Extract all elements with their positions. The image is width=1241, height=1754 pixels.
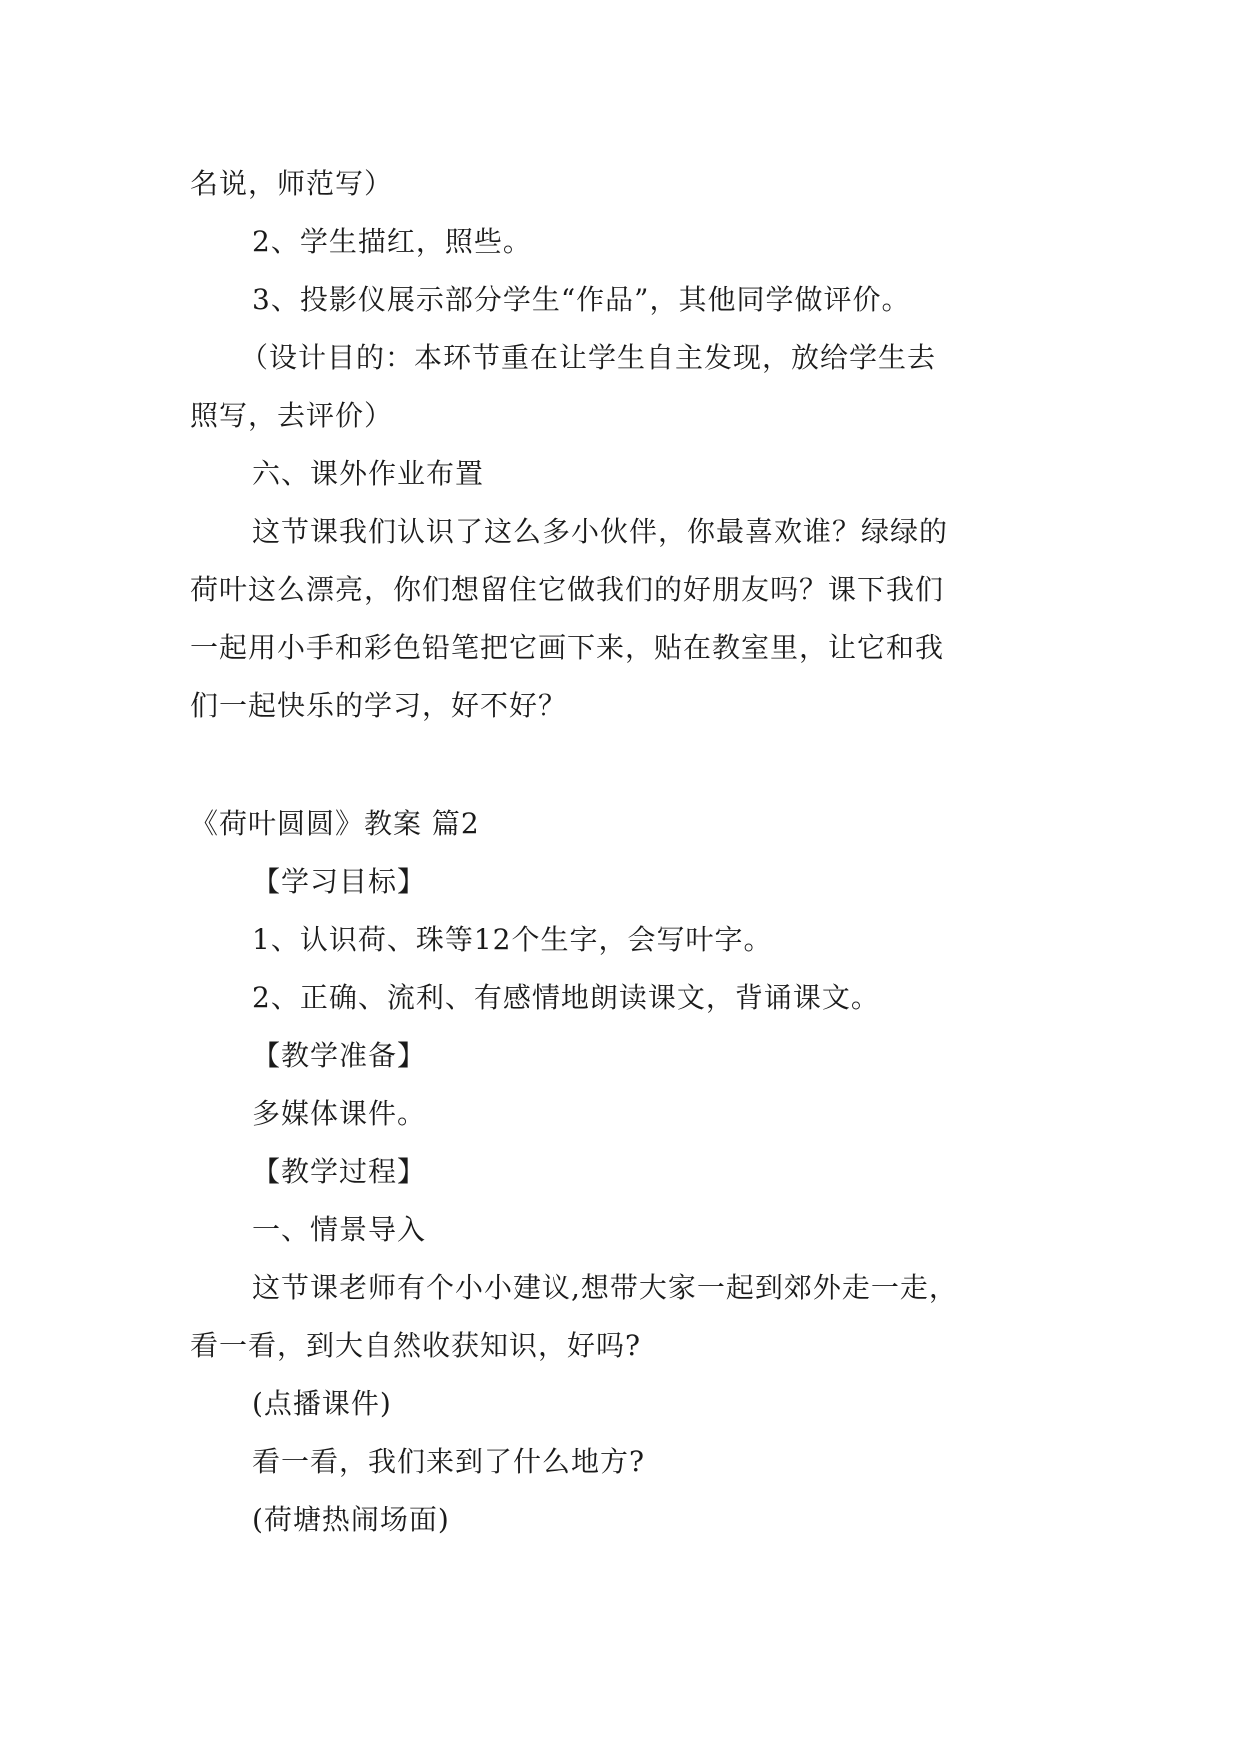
text-line-22: 看一看，我们来到了什么地方? (252, 1445, 646, 1478)
lesson-title: 《荷叶圆圆》教案 篇2 (190, 807, 480, 840)
text-line-20: 看一看，到大自然收获知识，好吗? (190, 1329, 642, 1362)
text-line-3: 3、投影仪展示部分学生“作品”，其他同学做评价。 (252, 283, 911, 316)
text-line-9: 一起用小手和彩色铅笔把它画下来，贴在教室里，让它和我 (190, 631, 945, 664)
text-line-8: 荷叶这么漂亮，你们想留住它做我们的好朋友吗？课下我们 (190, 573, 945, 606)
text-line-4: （设计目的：本环节重在让学生自主发现，放给学生去 (240, 341, 937, 374)
section-heading-homework: 六、课外作业布置 (252, 457, 485, 490)
text-line-1: 名说，师范写） (190, 167, 394, 200)
text-line-10: 们一起快乐的学习，好不好？ (190, 689, 568, 722)
text-line-16: 多媒体课件。 (252, 1097, 427, 1130)
heading-learning-goals: 【学习目标】 (252, 865, 427, 898)
text-line-5: 照写，去评价） (190, 399, 394, 432)
section-heading-intro: 一、情景导入 (252, 1213, 427, 1246)
heading-teaching-prep: 【教学准备】 (252, 1039, 427, 1072)
text-line-19: 这节课老师有个小小建议,想带大家一起到郊外走一走， (252, 1271, 958, 1304)
text-line-14: 2、正确、流利、有感情地朗读课文，背诵课文。 (252, 981, 880, 1014)
heading-teaching-process: 【教学过程】 (252, 1155, 427, 1188)
text-line-23: (荷塘热闹场面) (252, 1503, 450, 1536)
text-line-2: 2、学生描红，照些。 (252, 225, 532, 258)
text-line-13: 1、认识荷、珠等12个生字，会写叶字。 (252, 923, 773, 956)
text-line-21: (点播课件) (252, 1387, 392, 1420)
text-line-7: 这节课我们认识了这么多小伙伴，你最喜欢谁？绿绿的 (252, 515, 949, 548)
